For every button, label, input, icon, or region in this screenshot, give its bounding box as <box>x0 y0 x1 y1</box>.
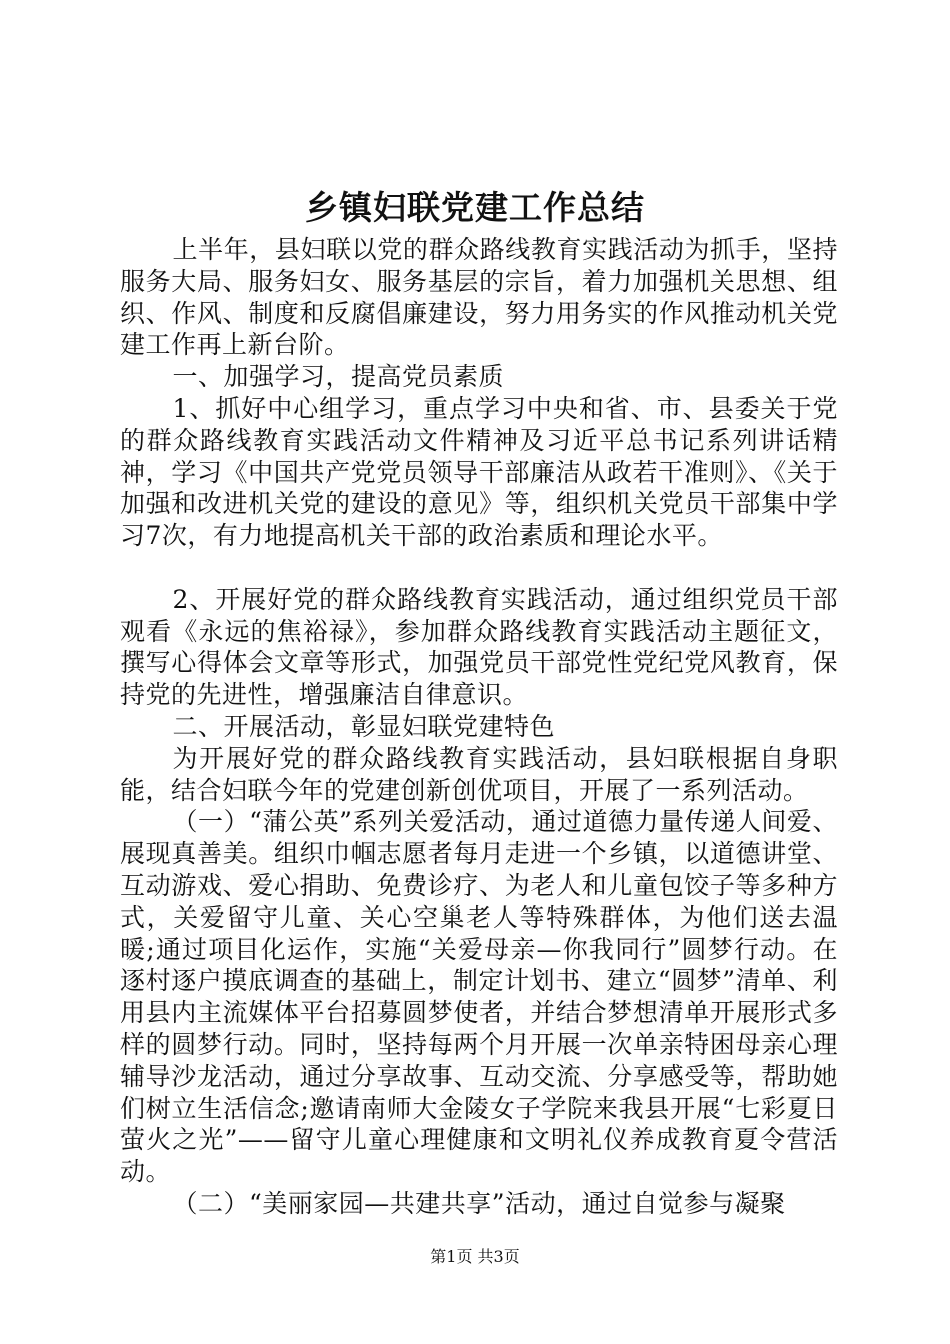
section-heading-1: 一、加强学习，提高党员素质 <box>172 362 505 392</box>
paragraph-activities-intro: 为开展好党的群众路线教育实践活动，县妇联根据自身职能，结合妇联今年的党建创新创优项目，开展了一系列活动。 <box>120 743 838 805</box>
section-heading-2: 二、开展活动，彰显妇联党建特色 <box>172 711 556 741</box>
paragraph-study-2: 2、开展好党的群众路线教育实践活动，通过组织党员干部观看《永远的焦裕禄》，参加群众路线教育实践活动主题征文，撰写心得体会文章等形式，加强党员干部党性党纪党风教育，保持党的先进性，增强廉洁自律意识。 <box>120 584 838 710</box>
document-body <box>120 234 838 1220</box>
document-title: 乡镇妇联党建工作总结 <box>305 188 645 227</box>
paragraph-study-1: 1、抓好中心组学习，重点学习中央和省、市、县委关于党的群众路线教育实践活动文件精神及习近平总书记系列讲话精神，学习《中国共产党党员领导干部廉洁从政若干准则》、《关于加强和改进机关党的建设的意见》等，组织机关党员干部集中学习7次，有力地提高机关干部的政治素质和理论水平。 <box>120 393 838 551</box>
page-number-footer: 第1页 共3页 <box>430 1247 520 1266</box>
paragraph-intro: 上半年，县妇联以党的群众路线教育实践活动为抓手，坚持服务大局、服务妇女、服务基层的宗旨，着力加强机关思想、组织、作风、制度和反腐倡廉建设，努力用务实的作风推动机关党建工作再上新台阶。 <box>120 235 838 360</box>
paragraph-activity-2: （二）“美丽家园—共建共享”活动，通过自觉参与凝聚 <box>172 1188 786 1218</box>
paragraph-activity-1: （一）“蒲公英”系列关爱活动，通过道德力量传递人间爱、展现真善美。组织巾帼志愿者每月走进一个乡镇，以道德讲堂、互动游戏、爱心捐助、免费诊疗、为老人和儿童包饺子等多种方式，关爱留守儿童、关心空巢老人等特殊群体，为他们送去温暖;通过项目化运作，实施“关爱母亲—你我同行”圆梦行动。在逐村逐户摸底调查的基础上，制定计划书、建立“圆梦”清单、利用县内主流媒体平台招募圆梦使者，并结合梦想清单开展形式多样的圆梦行动。同时，坚持每两个月开展一次单亲特困母亲心理辅导沙龙活动，通过分享故事、互动交流、分享感受等，帮助她们树立生活信念;邀请南师大金陵女子学院来我县开展“七彩夏日萤火之光”——留守儿童心理健康和文明礼仪养成教育夏令营活动。 <box>120 807 838 1187</box>
